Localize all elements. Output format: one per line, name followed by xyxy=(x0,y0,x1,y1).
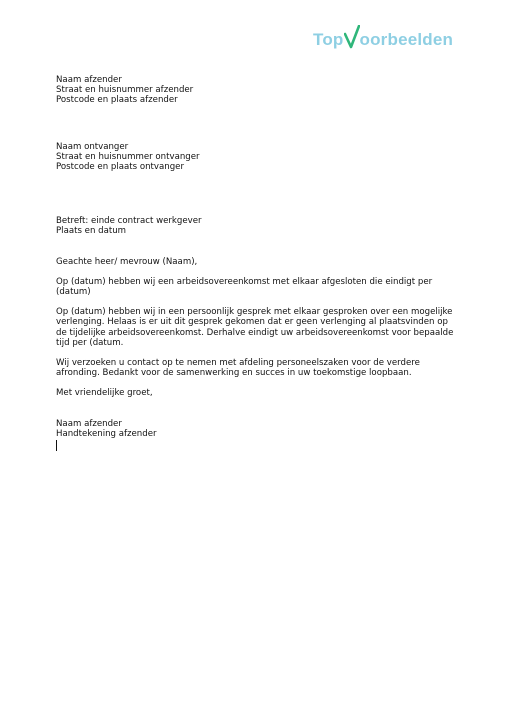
sender-street: Straat en huisnummer afzender xyxy=(56,85,194,96)
sender-address xyxy=(56,75,456,106)
paragraph-2: Op (datum) hebben wij in een persoonlijk gesprek met elkaar gesproken over een mogelijke verlenging. Helaas is er uit dit gesprek gekomen dat er geen verlenging al plaatsvinden op de tijdelijke arbeidsovereenkomst. Derhalve eindigt uw arbeidsovereenkomst voor bepaalde tijd per (datum. xyxy=(56,307,454,348)
recipient-street: Straat en huisnummer ontvanger xyxy=(56,151,200,162)
logo-text-top: Top xyxy=(313,30,344,49)
paragraph-3: Wij verzoeken u contact op te nemen met afdeling personeelszaken voor de verdere afronding. Bedankt voor de samenwerking en succes in uw toekomstige loopbaan. xyxy=(56,358,420,379)
subject-block xyxy=(56,216,456,236)
logo-text-rest: oorbeelden xyxy=(359,30,454,49)
recipient-postal: Postcode en plaats ontvanger xyxy=(56,162,185,173)
salutation: Geachte heer/ mevrouw (Naam), xyxy=(56,256,198,267)
signature-sign: Handtekening afzender xyxy=(56,428,157,439)
place-date: Plaats en datum xyxy=(56,226,127,237)
sender-postal: Postcode en plaats afzender xyxy=(56,95,178,106)
signature-block xyxy=(56,419,456,451)
signature-name: Naam afzender xyxy=(56,418,122,429)
sender-name: Naam afzender xyxy=(56,75,122,85)
closing: Met vriendelijke groet, xyxy=(56,388,153,399)
text-cursor[interactable] xyxy=(56,440,57,451)
recipient-address xyxy=(56,142,456,173)
topvoorbeelden-logo xyxy=(313,24,453,50)
paragraph-1: Op (datum) hebben wij een arbeidsovereenkomst met elkaar afgesloten die eindigt per (datum) xyxy=(56,276,433,298)
letter-body xyxy=(56,75,456,451)
check-v-icon xyxy=(344,25,360,49)
recipient-name: Naam ontvanger xyxy=(56,141,129,152)
subject-line: Betreft: einde contract werkgever xyxy=(56,216,202,227)
